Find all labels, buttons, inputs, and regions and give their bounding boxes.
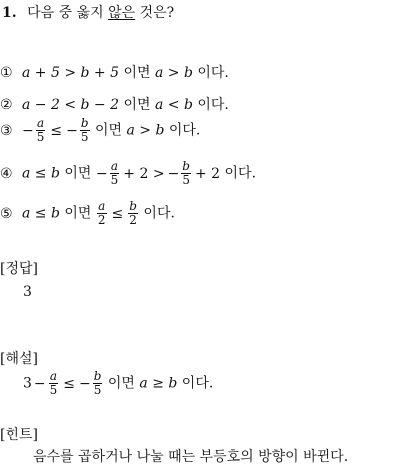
option-tail: 이다.	[192, 65, 229, 81]
fraction: $\frac{b}{2}$	[129, 199, 137, 227]
option-condition: 이면	[90, 122, 127, 139]
option-tail: 이다.	[220, 165, 257, 182]
question-line	[2, 2, 174, 22]
question-text-after: 것은?	[135, 5, 175, 21]
option-tail: 이다.	[164, 122, 201, 139]
explanation-label: [해설]	[0, 351, 38, 367]
fraction: $\frac{a}{5}$	[49, 369, 58, 397]
option-1	[0, 62, 229, 82]
hint-text: 음수를 곱하거나 나눌 때는 부등호의 방향이 바뀐다.	[33, 449, 349, 465]
option-condition: 이면	[59, 205, 96, 222]
option-condition: 이면	[119, 65, 155, 81]
fraction: $\frac{a}{2}$	[97, 199, 106, 227]
option-marker: ①	[0, 65, 13, 81]
option-expression: a − 2 < b − 2	[22, 97, 120, 113]
explanation-conclusion: a ≥ b	[139, 375, 178, 392]
fraction: $\frac{b}{5}$	[93, 369, 102, 397]
option-3: ③ − $\frac{a}{5}$ ≤ − $\frac{b}{5}$ 이면 a > b 이다.	[0, 116, 201, 144]
relation: ≤	[63, 375, 76, 392]
option-conclusion: a > b	[126, 122, 165, 139]
question-text-before: 다음 중 옳지	[27, 5, 109, 21]
question-number: 1.	[2, 5, 17, 21]
fraction: $\frac{a}{5}$	[36, 116, 45, 144]
option-condition: 이면	[59, 165, 96, 182]
relation: ≤	[111, 205, 124, 222]
option-middle: + 2 >	[123, 165, 165, 182]
option-condition: 이면	[119, 97, 155, 113]
answer-label: [정답]	[0, 261, 38, 277]
option-2	[0, 94, 229, 114]
option-premise: a ≤ b	[22, 205, 60, 222]
option-tail: 이다.	[192, 97, 229, 113]
option-conclusion: a > b	[154, 65, 193, 81]
fraction: $\frac{b}{5}$	[80, 116, 89, 144]
option-marker: ②	[0, 97, 13, 113]
option-marker: ④	[0, 165, 13, 182]
fraction: $\frac{b}{5}$	[182, 159, 190, 187]
question-text-underlined: 않은	[108, 5, 136, 21]
relation: ≤	[50, 122, 63, 139]
option-marker: ③	[0, 122, 13, 139]
fraction: $\frac{a}{5}$	[110, 159, 119, 187]
hint-label: [힌트]	[0, 427, 38, 443]
explanation-line: 3 − $\frac{a}{5}$ ≤ − $\frac{b}{5}$ 이면 a ≥ b 이다.	[23, 369, 214, 397]
option-middle-2: + 2	[194, 165, 221, 182]
explanation-tail: 이다.	[177, 375, 214, 392]
option-4: ④ a ≤ b 이면 − $\frac{a}{5}$ + 2 > − $\frac{b}{5}$ + 2 이다.	[0, 159, 257, 187]
answer-value: 3	[23, 284, 32, 300]
option-5	[0, 200, 175, 227]
option-expression: a + 5 > b + 5	[22, 65, 120, 81]
explanation-lead: 3	[23, 375, 32, 392]
option-tail: 이다.	[138, 205, 175, 222]
explanation-condition: 이면	[103, 375, 140, 392]
option-marker: ⑤	[0, 205, 13, 222]
option-conclusion: a < b	[154, 97, 193, 113]
option-premise: a ≤ b	[22, 165, 60, 182]
